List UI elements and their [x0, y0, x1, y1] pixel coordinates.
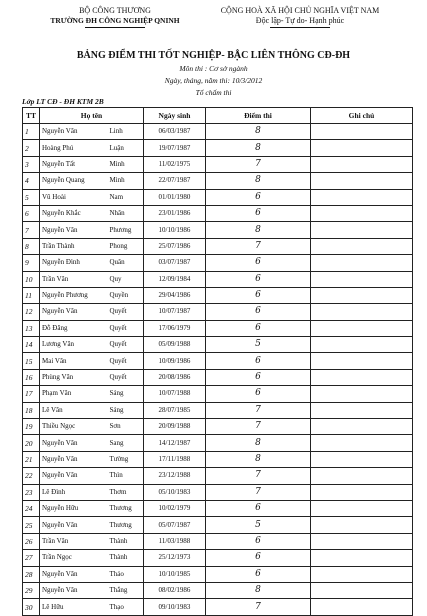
row-number: 13 [23, 320, 40, 336]
student-first-name: Lê Hữu [40, 599, 108, 615]
student-first-name: Đỗ Đăng [40, 320, 108, 336]
student-last-name: Linh [108, 124, 144, 140]
student-dob: 03/07/1987 [144, 255, 206, 271]
table-row [23, 484, 413, 500]
student-note [311, 435, 413, 451]
student-note [311, 468, 413, 484]
row-number: 19 [23, 419, 40, 435]
student-note [311, 304, 413, 320]
student-dob: 10/07/1987 [144, 304, 206, 320]
student-first-name: Trần Văn [40, 533, 108, 549]
student-note [311, 173, 413, 189]
document-title: BẢNG ĐIỂM THI TỐT NGHIỆP- BẬC LIÊN THÔNG CĐ-ĐH [76, 50, 351, 61]
student-dob: 17/06/1979 [144, 320, 206, 336]
student-dob: 06/03/1987 [144, 124, 206, 140]
table-row [23, 566, 413, 582]
student-score: 6 [206, 320, 311, 336]
student-first-name: Nguyễn Văn [40, 304, 108, 320]
student-last-name: Sơn [108, 419, 144, 435]
table-row [23, 271, 413, 287]
student-note [311, 500, 413, 516]
table-row [23, 435, 413, 451]
student-first-name: Nguyễn Văn [40, 222, 108, 238]
row-number: 16 [23, 369, 40, 385]
student-score: 7 [206, 468, 311, 484]
student-note [311, 402, 413, 418]
student-score: 8 [206, 124, 311, 140]
student-note [311, 156, 413, 172]
student-first-name: Nguyễn Phương [40, 287, 108, 303]
student-last-name: Quyết [108, 337, 144, 353]
student-dob: 10/02/1979 [144, 500, 206, 516]
student-score: 8 [206, 173, 311, 189]
student-dob: 25/12/1973 [144, 550, 206, 566]
student-score: 7 [206, 419, 311, 435]
table-row [23, 451, 413, 467]
student-note [311, 533, 413, 549]
table-row [23, 517, 413, 533]
student-dob: 14/12/1987 [144, 435, 206, 451]
student-last-name: Quyết [108, 320, 144, 336]
student-note [311, 566, 413, 582]
row-number: 14 [23, 337, 40, 353]
student-dob: 05/09/1988 [144, 337, 206, 353]
row-number: 3 [23, 156, 40, 172]
student-dob: 20/09/1988 [144, 419, 206, 435]
motto: Độc lập- Tự do- Hạnh phúc [255, 16, 345, 25]
student-last-name: Nhân [108, 205, 144, 221]
student-last-name: Thắng [108, 582, 144, 598]
student-first-name: Nguyễn Đình [40, 255, 108, 271]
student-first-name: Phạm Văn [40, 386, 108, 402]
table-header-row [23, 108, 413, 124]
student-dob: 05/10/1983 [144, 484, 206, 500]
student-score: 8 [206, 435, 311, 451]
student-score: 6 [206, 566, 311, 582]
student-score: 7 [206, 599, 311, 615]
student-note [311, 271, 413, 287]
row-number: 5 [23, 189, 40, 205]
table-row [23, 156, 413, 172]
student-note [311, 599, 413, 615]
row-number: 17 [23, 386, 40, 402]
table-row [23, 222, 413, 238]
student-note [311, 140, 413, 156]
student-score: 6 [206, 287, 311, 303]
student-first-name: Nguyễn Văn [40, 124, 108, 140]
motto-underline [270, 27, 330, 28]
student-first-name: Nguyễn Văn [40, 582, 108, 598]
student-last-name: Sang [108, 435, 144, 451]
student-first-name: Mai Văn [40, 353, 108, 369]
student-note [311, 337, 413, 353]
student-first-name: Thiều Ngọc [40, 419, 108, 435]
student-last-name: Phương [108, 222, 144, 238]
student-dob: 05/07/1987 [144, 517, 206, 533]
student-last-name: Sáng [108, 386, 144, 402]
student-score: 6 [206, 205, 311, 221]
student-score: 5 [206, 337, 311, 353]
student-dob: 28/07/1985 [144, 402, 206, 418]
row-number: 6 [23, 205, 40, 221]
student-dob: 10/10/1986 [144, 222, 206, 238]
student-first-name: Nguyễn Văn [40, 468, 108, 484]
table-row [23, 582, 413, 598]
row-number: 4 [23, 173, 40, 189]
student-first-name: Trần Thành [40, 238, 108, 254]
table-row [23, 353, 413, 369]
row-number: 12 [23, 304, 40, 320]
col-tt: TT [23, 108, 40, 124]
student-note [311, 238, 413, 254]
row-number: 9 [23, 255, 40, 271]
table-row [23, 320, 413, 336]
ministry-block [40, 6, 190, 28]
student-last-name: Thạo [108, 599, 144, 615]
student-note [311, 451, 413, 467]
university-name: TRƯỜNG ĐH CÔNG NGHIỆP QNINH [50, 16, 180, 25]
student-score: 6 [206, 304, 311, 320]
student-last-name: Thành [108, 533, 144, 549]
table-row [23, 304, 413, 320]
student-note [311, 222, 413, 238]
student-dob: 23/01/1986 [144, 205, 206, 221]
student-dob: 17/11/1988 [144, 451, 206, 467]
student-last-name: Thương [108, 500, 144, 516]
student-note [311, 484, 413, 500]
student-dob: 10/09/1986 [144, 353, 206, 369]
student-score: 7 [206, 484, 311, 500]
row-number: 10 [23, 271, 40, 287]
table-row [23, 402, 413, 418]
student-score: 5 [206, 517, 311, 533]
student-last-name: Thơm [108, 484, 144, 500]
student-first-name: Lương Văn [40, 337, 108, 353]
student-dob: 25/07/1986 [144, 238, 206, 254]
student-note [311, 386, 413, 402]
student-first-name: Lê Đình [40, 484, 108, 500]
student-dob: 10/10/1985 [144, 566, 206, 582]
table-row [23, 205, 413, 221]
row-number: 27 [23, 550, 40, 566]
table-row [23, 337, 413, 353]
student-first-name: Nguyễn Tất [40, 156, 108, 172]
country-name: CỘNG HOÀ XÃ HỘI CHỦ NGHĨA VIỆT NAM [220, 6, 380, 15]
row-number: 20 [23, 435, 40, 451]
student-note [311, 582, 413, 598]
student-last-name: Quyết [108, 304, 144, 320]
row-number: 25 [23, 517, 40, 533]
student-note [311, 124, 413, 140]
student-last-name: Nam [108, 189, 144, 205]
table-row [23, 287, 413, 303]
student-score: 8 [206, 140, 311, 156]
student-note [311, 189, 413, 205]
student-first-name: Nguyễn Văn [40, 435, 108, 451]
student-score: 8 [206, 582, 311, 598]
student-last-name: Thảo [108, 566, 144, 582]
student-dob: 11/02/1975 [144, 156, 206, 172]
row-number: 26 [23, 533, 40, 549]
ministry-name: BỘ CÔNG THƯƠNG [79, 6, 151, 15]
student-last-name: Thương [108, 517, 144, 533]
table-row [23, 500, 413, 516]
table-body [23, 124, 413, 616]
table-row [23, 599, 413, 615]
row-number: 28 [23, 566, 40, 582]
row-number: 23 [23, 484, 40, 500]
table-row [23, 255, 413, 271]
student-first-name: Phùng Văn [40, 369, 108, 385]
col-dob: Ngày sinh [144, 108, 206, 124]
student-first-name: Trần Ngọc [40, 550, 108, 566]
col-score: Điểm thi [206, 108, 311, 124]
table-row [23, 173, 413, 189]
table-row [23, 533, 413, 549]
document-header [0, 6, 427, 46]
student-score: 6 [206, 386, 311, 402]
student-last-name: Minh [108, 173, 144, 189]
table-row [23, 550, 413, 566]
student-score: 7 [206, 156, 311, 172]
col-name: Họ tên [40, 108, 144, 124]
row-number: 15 [23, 353, 40, 369]
student-dob: 23/12/1988 [144, 468, 206, 484]
student-first-name: Nguyễn Khắc [40, 205, 108, 221]
row-number: 21 [23, 451, 40, 467]
table-row [23, 140, 413, 156]
student-note [311, 320, 413, 336]
header-underline [85, 27, 145, 28]
student-score: 6 [206, 189, 311, 205]
student-note [311, 353, 413, 369]
student-score: 8 [206, 451, 311, 467]
table-row [23, 468, 413, 484]
student-score: 7 [206, 402, 311, 418]
student-score: 8 [206, 222, 311, 238]
student-last-name: Quyết [108, 353, 144, 369]
student-note [311, 369, 413, 385]
student-last-name: Phong [108, 238, 144, 254]
student-last-name: Quyết [108, 369, 144, 385]
col-note: Ghi chú [311, 108, 413, 124]
student-note [311, 550, 413, 566]
row-number: 24 [23, 500, 40, 516]
student-first-name: Trần Văn [40, 271, 108, 287]
student-dob: 01/01/1980 [144, 189, 206, 205]
student-dob: 08/02/1986 [144, 582, 206, 598]
exam-subject: Môn thi : Cơ sở ngành [179, 64, 248, 73]
student-score: 6 [206, 255, 311, 271]
student-note [311, 419, 413, 435]
student-dob: 29/04/1986 [144, 287, 206, 303]
student-note [311, 205, 413, 221]
student-last-name: Quyền [108, 287, 144, 303]
row-number: 29 [23, 582, 40, 598]
student-first-name: Nguyễn Quang [40, 173, 108, 189]
table-row [23, 238, 413, 254]
row-number: 22 [23, 468, 40, 484]
table-row [23, 124, 413, 140]
student-score: 6 [206, 550, 311, 566]
student-dob: 09/10/1983 [144, 599, 206, 615]
row-number: 18 [23, 402, 40, 418]
student-score: 7 [206, 238, 311, 254]
student-dob: 20/08/1986 [144, 369, 206, 385]
class-label: Lớp LT CĐ - ĐH KTM 2B [22, 97, 104, 106]
student-first-name: Nguyễn Văn [40, 451, 108, 467]
student-first-name: Nguyễn Hữu [40, 500, 108, 516]
row-number: 8 [23, 238, 40, 254]
student-dob: 10/07/1988 [144, 386, 206, 402]
student-score: 6 [206, 533, 311, 549]
student-score: 6 [206, 369, 311, 385]
student-note [311, 517, 413, 533]
row-number: 2 [23, 140, 40, 156]
student-last-name: Thìn [108, 468, 144, 484]
student-dob: 11/03/1988 [144, 533, 206, 549]
grader-label: Tổ chấm thi [195, 88, 232, 97]
grade-table [22, 107, 413, 616]
row-number: 1 [23, 124, 40, 140]
row-number: 7 [23, 222, 40, 238]
table-row [23, 189, 413, 205]
table-row [23, 419, 413, 435]
student-last-name: Quân [108, 255, 144, 271]
row-number: 30 [23, 599, 40, 615]
student-last-name: Quy [108, 271, 144, 287]
student-first-name: Nguyễn Văn [40, 517, 108, 533]
row-number: 11 [23, 287, 40, 303]
student-dob: 22/07/1987 [144, 173, 206, 189]
national-motto-block [200, 6, 400, 28]
student-last-name: Thành [108, 550, 144, 566]
student-first-name: Nguyễn Văn [40, 566, 108, 582]
student-note [311, 287, 413, 303]
student-first-name: Hoàng Phú [40, 140, 108, 156]
student-note [311, 255, 413, 271]
student-last-name: Luận [108, 140, 144, 156]
exam-date: Ngày, tháng, năm thi: 10/3/2012 [164, 76, 263, 85]
student-dob: 12/09/1984 [144, 271, 206, 287]
table-row [23, 386, 413, 402]
student-first-name: Lê Văn [40, 402, 108, 418]
student-score: 6 [206, 271, 311, 287]
student-score: 6 [206, 353, 311, 369]
student-first-name: Vũ Hoài [40, 189, 108, 205]
student-last-name: Sáng [108, 402, 144, 418]
student-last-name: Tường [108, 451, 144, 467]
student-dob: 19/07/1987 [144, 140, 206, 156]
table-row [23, 369, 413, 385]
student-score: 6 [206, 500, 311, 516]
student-last-name: Minh [108, 156, 144, 172]
